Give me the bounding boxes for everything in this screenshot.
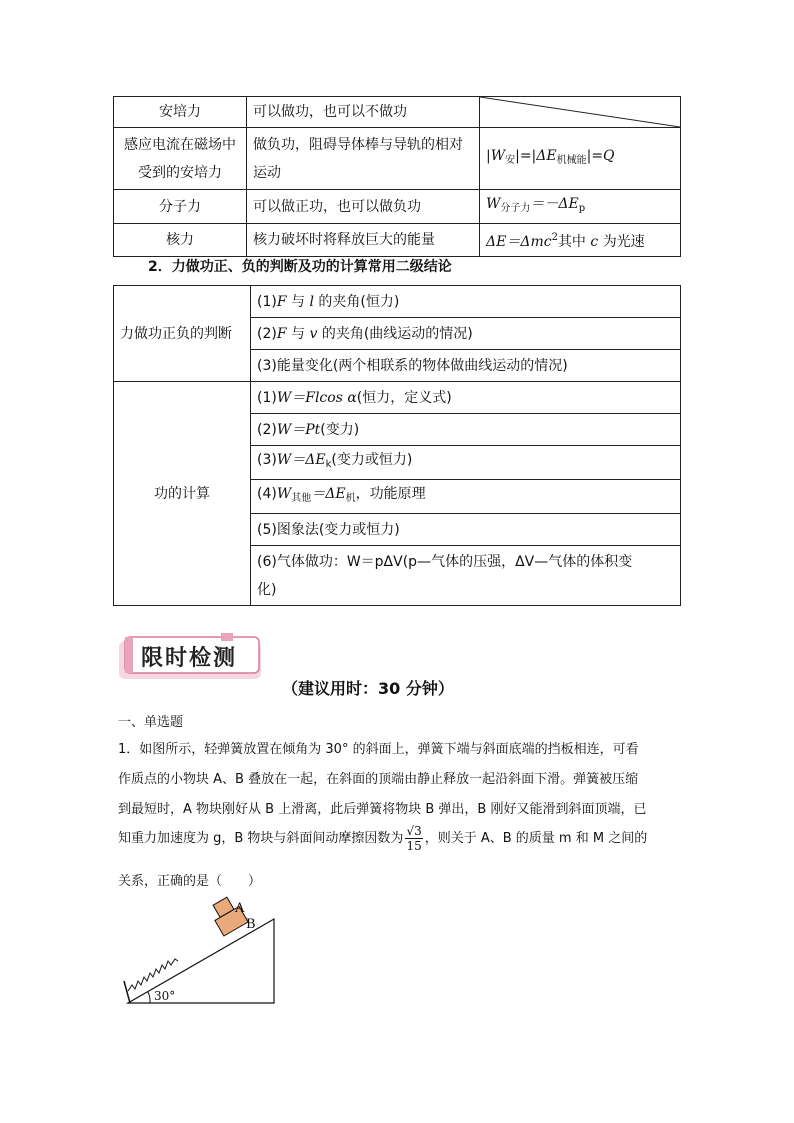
- item-text: (1): [257, 389, 277, 406]
- relation-text: |=|ΔE: [515, 148, 557, 164]
- force-cell: 感应电流在磁场中受到的安培力: [114, 128, 247, 190]
- item-text: F: [276, 325, 287, 342]
- item-cell: [251, 480, 681, 514]
- question-line: 1．如图所示，轻弹簧放置在倾角为 30° 的斜面上，弹簧下端与斜面底端的挡板相连，可看: [118, 742, 639, 757]
- relation-text: ＝－ΔE: [530, 196, 579, 212]
- relation-sub: 机械能: [556, 155, 587, 166]
- item-text: (恒力，定义式): [356, 389, 452, 406]
- work-cell: 可以做正功，也可以做负功: [247, 190, 480, 224]
- angle-arc: [148, 992, 150, 1003]
- force-cell: 分子力: [114, 190, 247, 224]
- block-a-label: A: [235, 901, 245, 916]
- question-line: 作质点的小物块 A、B 叠放在一起，在斜面的顶端由静止释放一起沿斜面下滑。弹簧被压缩: [118, 772, 639, 787]
- item-cell: [251, 286, 681, 318]
- item-text: ，功能原理: [355, 486, 426, 502]
- suggested-time: （建议用时：30 分钟）: [282, 679, 454, 698]
- incline-diagram: [118, 895, 280, 1007]
- section-title: 一、单选题: [118, 715, 184, 730]
- item-cell: [251, 318, 681, 350]
- item-cell: [251, 546, 681, 606]
- item-text: W: [276, 486, 292, 502]
- item-text: l: [309, 293, 314, 310]
- item-cell: (5)图象法(变力或恒力): [251, 514, 681, 546]
- table-row: [114, 190, 681, 224]
- table-row: [114, 128, 681, 190]
- angle-label: 30°: [154, 989, 176, 1003]
- table-row: [114, 382, 681, 414]
- table-row: [114, 286, 681, 318]
- force-cell: 核力: [114, 224, 247, 257]
- item-cell: [251, 382, 681, 414]
- relation-text: |=Q: [586, 148, 615, 164]
- force-work-table: [113, 96, 681, 257]
- relation-text: ΔE＝Δmc: [486, 234, 552, 250]
- question-line: 到最短时，A 物块刚好从 B 上滑离，此后弹簧将物块 B 弹出，B 刚好又能滑到斜面顶端，已: [118, 802, 647, 817]
- item-text: ＝ΔE: [311, 486, 346, 502]
- relation-sub: 安: [505, 155, 516, 166]
- relation-cell: [480, 128, 681, 190]
- relation-text: 其中: [557, 234, 586, 250]
- item-text: 与: [286, 325, 310, 342]
- relation-sub: p: [578, 203, 586, 214]
- relation-cell: [480, 190, 681, 224]
- item-text: (6)气体做功：W＝pΔV(p—气体的压强，ΔV—气体的体积变: [257, 553, 633, 570]
- question-line: [118, 824, 647, 853]
- item-text: F: [276, 293, 287, 310]
- question-text: 知重力加速度为 g，B 物块与斜面间动摩擦因数为: [118, 831, 404, 846]
- spring-icon: [128, 959, 178, 991]
- work-cell: 核力破坏时将释放巨大的能量: [247, 224, 480, 257]
- item-text: (3): [257, 452, 277, 468]
- relation-sub: 分子力: [500, 203, 531, 214]
- item-text: 的夹角(恒力): [313, 293, 400, 310]
- relation-cell: [480, 224, 681, 257]
- stop-plate: [124, 981, 130, 1003]
- item-text: (2): [257, 325, 277, 342]
- item-cell: [251, 446, 681, 480]
- question-text: ，则关于 A、B 的质量 m 和 M 之间的: [424, 831, 648, 846]
- clip-icon: [221, 633, 233, 641]
- relation-text: W: [486, 196, 501, 212]
- item-text: (2): [257, 421, 277, 438]
- force-cell: 安培力: [114, 97, 247, 128]
- item-text: 化): [257, 581, 277, 598]
- item-text: (变力): [320, 421, 360, 438]
- item-text: (变力或恒力): [331, 452, 413, 468]
- item-text: W＝Pt: [276, 421, 321, 438]
- item-text: W＝ΔE: [276, 452, 326, 468]
- work-cell: 可以做功，也可以不做功: [247, 97, 480, 128]
- item-text: (1): [257, 293, 277, 310]
- work-conclusion-table: [113, 285, 681, 606]
- section-heading: 2．力做功正、负的判断及功的计算常用二级结论: [148, 259, 452, 275]
- item-cell: (3)能量变化(两个相联系的物体做曲线运动的情况): [251, 350, 681, 382]
- relation-text: 为光速: [602, 234, 645, 250]
- item-sub: 其他: [291, 493, 312, 504]
- block-b-label: B: [246, 917, 256, 932]
- item-sub: k: [325, 459, 332, 470]
- diagonal-line: [480, 97, 680, 127]
- item-text: v: [309, 325, 318, 342]
- fraction-numerator: √3: [406, 824, 422, 838]
- item-sub: 机: [345, 493, 356, 504]
- question-line: 关系，正确的是（ ）: [118, 874, 262, 889]
- group-title-cell: 力做功正负的判断: [114, 286, 251, 382]
- item-text: 与: [286, 293, 310, 310]
- relation-sup: 2: [551, 232, 558, 243]
- banner-title: 限时检测: [141, 646, 238, 671]
- friction-fraction: [405, 824, 422, 853]
- relation-text: |W: [486, 148, 506, 164]
- incline-figure: [118, 895, 280, 1007]
- timed-test-banner: [117, 633, 265, 681]
- table-row: [114, 224, 681, 257]
- table-row: [114, 97, 681, 128]
- item-text: W＝Flcos α: [276, 389, 357, 406]
- relation-text: c: [590, 234, 599, 250]
- item-cell: [251, 414, 681, 446]
- group-title-cell: 功的计算: [114, 382, 251, 606]
- fraction-denominator: 15: [406, 839, 422, 853]
- item-text: 的夹角(曲线运动的情况): [317, 325, 473, 342]
- item-text: (4): [257, 486, 277, 502]
- work-cell: 做负功，阻碍导体棒与导轨的相对运动: [247, 128, 480, 190]
- diagonal-empty-cell: [480, 97, 681, 128]
